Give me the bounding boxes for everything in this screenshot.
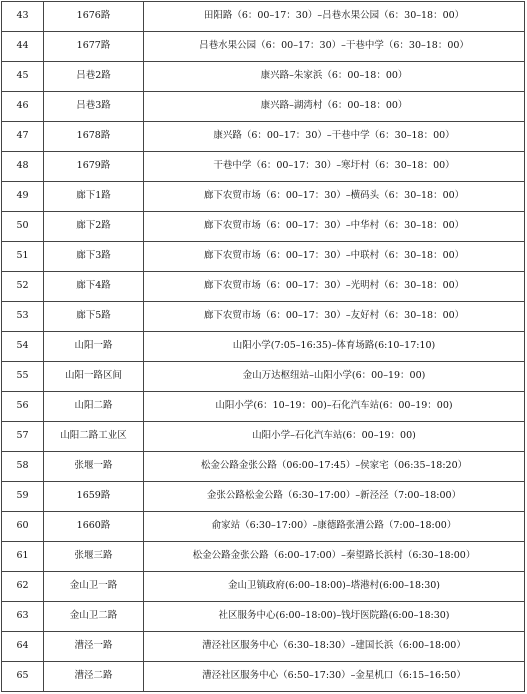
route-number-cell: 54	[2, 332, 44, 362]
route-number-cell: 56	[2, 392, 44, 422]
route-number-cell: 48	[2, 152, 44, 182]
table-row	[2, 272, 525, 302]
route-name-cell: 1676路	[44, 2, 144, 32]
route-name-cell: 1659路	[44, 482, 144, 512]
route-stops-cell: 山阳小学–石化汽车站(6：00–19：00)	[144, 422, 525, 452]
route-number-cell: 45	[2, 62, 44, 92]
route-name-cell: 山阳一路区间	[44, 362, 144, 392]
route-name-cell: 山阳一路	[44, 332, 144, 362]
table-row	[2, 572, 525, 602]
route-stops-cell: 廊下农贸市场（6：00–17：30）–中华村（6：30–18：00）	[144, 212, 525, 242]
route-name-cell: 金山卫二路	[44, 602, 144, 632]
table-row	[2, 2, 525, 32]
route-stops-cell: 康兴路（6：00–17：30）–干巷中学（6：30–18：00）	[144, 122, 525, 152]
route-number-cell: 44	[2, 32, 44, 62]
route-number-cell: 63	[2, 602, 44, 632]
route-stops-cell: 廊下农贸市场（6：00–17：30）–友好村（6：30–18：00）	[144, 302, 525, 332]
route-stops-cell: 社区服务中心(6:00–18:00)–钱圩医院路(6:00–18:30)	[144, 602, 525, 632]
route-number-cell: 55	[2, 362, 44, 392]
table-row	[2, 362, 525, 392]
route-stops-cell: 漕泾社区服务中心（6:30–18:30）–建国长浜（6:00–18:00）	[144, 632, 525, 662]
route-number-cell: 51	[2, 242, 44, 272]
table-row	[2, 602, 525, 632]
route-number-cell: 47	[2, 122, 44, 152]
route-name-cell: 1660路	[44, 512, 144, 542]
route-name-cell: 吕巷2路	[44, 62, 144, 92]
route-name-cell: 漕泾一路	[44, 632, 144, 662]
route-name-cell: 廊下3路	[44, 242, 144, 272]
route-number-cell: 62	[2, 572, 44, 602]
route-name-cell: 廊下5路	[44, 302, 144, 332]
route-stops-cell: 漕泾社区服务中心（6:50–17:30）–金星机口（6:15–16:50）	[144, 662, 525, 692]
route-name-cell: 1679路	[44, 152, 144, 182]
table-row	[2, 662, 525, 692]
route-name-cell: 1678路	[44, 122, 144, 152]
route-table-body	[2, 2, 525, 692]
table-row	[2, 32, 525, 62]
route-name-cell: 1677路	[44, 32, 144, 62]
route-number-cell: 60	[2, 512, 44, 542]
route-number-cell: 50	[2, 212, 44, 242]
table-row	[2, 62, 525, 92]
bus-route-table	[1, 1, 525, 692]
route-stops-cell: 金山万达枢纽站–山阳小学(6：00–19：00)	[144, 362, 525, 392]
route-number-cell: 49	[2, 182, 44, 212]
route-number-cell: 58	[2, 452, 44, 482]
route-stops-cell: 松金公路金张公路（06:00–17:45）–侯家宅（06:35–18:20）	[144, 452, 525, 482]
route-name-cell: 廊下2路	[44, 212, 144, 242]
route-stops-cell: 吕巷水果公园（6：00–17：30）–干巷中学（6：30–18：00）	[144, 32, 525, 62]
route-number-cell: 65	[2, 662, 44, 692]
route-name-cell: 廊下1路	[44, 182, 144, 212]
route-name-cell: 张堰三路	[44, 542, 144, 572]
route-stops-cell: 廊下农贸市场（6：00–17：30）–横码头（6：30–18：00）	[144, 182, 525, 212]
route-name-cell: 金山卫一路	[44, 572, 144, 602]
route-stops-cell: 干巷中学（6：00–17：30）–寒圩村（6：30–18：00）	[144, 152, 525, 182]
table-row	[2, 302, 525, 332]
table-row	[2, 452, 525, 482]
route-number-cell: 59	[2, 482, 44, 512]
route-number-cell: 64	[2, 632, 44, 662]
route-number-cell: 57	[2, 422, 44, 452]
table-row	[2, 332, 525, 362]
route-name-cell: 漕泾二路	[44, 662, 144, 692]
route-stops-cell: 康兴路–湖湾村（6：00–18：00）	[144, 92, 525, 122]
table-row	[2, 152, 525, 182]
route-number-cell: 61	[2, 542, 44, 572]
table-row	[2, 392, 525, 422]
route-stops-cell: 山阳小学(6：10–19：00)–石化汽车站(6：00–19：00)	[144, 392, 525, 422]
table-row	[2, 422, 525, 452]
route-number-cell: 43	[2, 2, 44, 32]
route-name-cell: 山阳二路	[44, 392, 144, 422]
table-row	[2, 242, 525, 272]
route-name-cell: 张堰一路	[44, 452, 144, 482]
route-stops-cell: 廊下农贸市场（6：00–17：30）–光明村（6：30–18：00）	[144, 272, 525, 302]
table-row	[2, 482, 525, 512]
route-number-cell: 53	[2, 302, 44, 332]
table-row	[2, 542, 525, 572]
table-row	[2, 512, 525, 542]
route-stops-cell: 廊下农贸市场（6：00–17：30）–中联村（6：30–18：00）	[144, 242, 525, 272]
route-stops-cell: 金山卫镇政府(6:00–18:00)–塔港村(6:00–18:30)	[144, 572, 525, 602]
route-stops-cell: 俞家站（6:30–17:00）–康德路张漕公路（7:00–18:00）	[144, 512, 525, 542]
route-stops-cell: 松金公路金张公路（6:00–17:00）–秦望路长浜村（6:30–18:00）	[144, 542, 525, 572]
table-row	[2, 632, 525, 662]
table-row	[2, 92, 525, 122]
table-row	[2, 182, 525, 212]
route-name-cell: 廊下4路	[44, 272, 144, 302]
table-row	[2, 122, 525, 152]
table-row	[2, 212, 525, 242]
route-name-cell: 山阳二路工业区	[44, 422, 144, 452]
route-stops-cell: 田阳路（6：00–17：30）–吕巷水果公园（6：30–18：00）	[144, 2, 525, 32]
route-number-cell: 46	[2, 92, 44, 122]
route-stops-cell: 金张公路松金公路（6:30–17:00）–新泾泾（7:00–18:00）	[144, 482, 525, 512]
route-name-cell: 吕巷3路	[44, 92, 144, 122]
route-number-cell: 52	[2, 272, 44, 302]
route-stops-cell: 山阳小学(7:05–16:35)–体育场路(6:10–17:10)	[144, 332, 525, 362]
route-stops-cell: 康兴路–朱家浜（6：00–18：00）	[144, 62, 525, 92]
